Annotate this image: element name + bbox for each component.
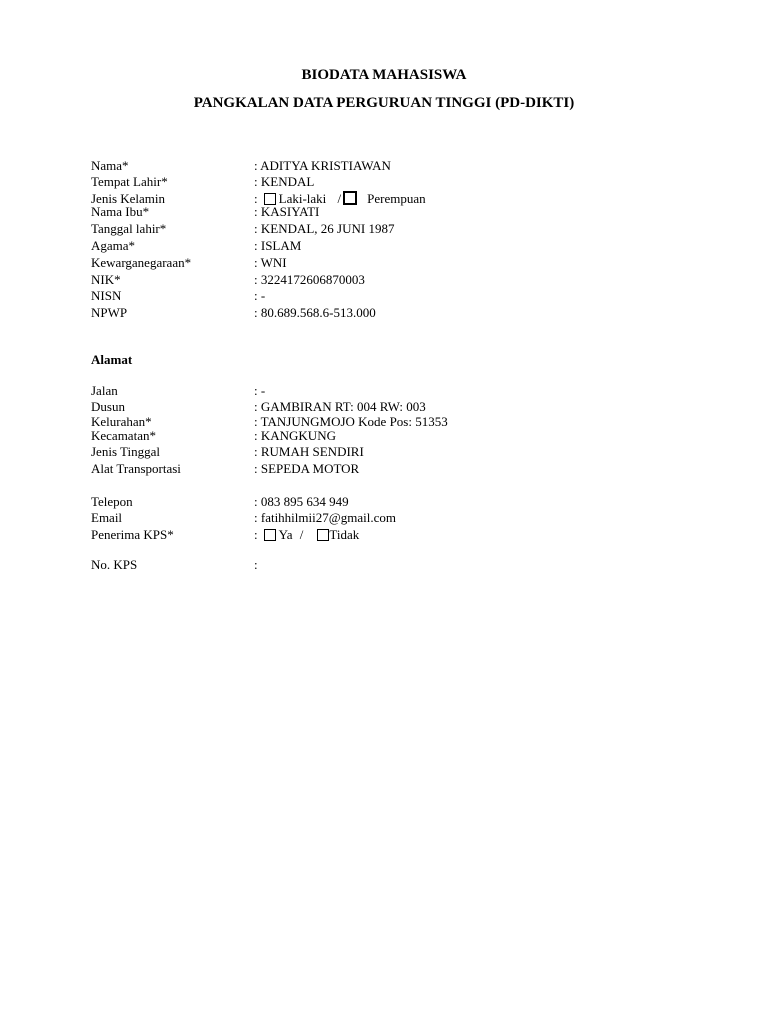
field-value: : -: [254, 383, 266, 398]
field-value: : 3224172606870003: [254, 272, 365, 287]
field-value: : KENDAL: [254, 174, 315, 189]
colon: :: [254, 191, 258, 206]
document-title: BIODATA MAHASISWA: [301, 67, 467, 83]
field-label: Jenis Tinggal: [91, 444, 160, 459]
field-label: NIK*: [91, 272, 121, 287]
field-label: Kewarganegaraan*: [91, 255, 192, 270]
field-value: : KANGKUNG: [254, 428, 336, 443]
field-label: Kelurahan*: [91, 414, 152, 429]
field-value: :: [254, 557, 258, 572]
field-label: Tanggal lahir*: [91, 221, 167, 236]
field-label: Telepon: [91, 494, 133, 509]
option-tidak: Tidak: [329, 527, 360, 542]
field-value: : TANJUNGMOJO Kode Pos: 51353: [254, 414, 448, 429]
field-value: : GAMBIRAN RT: 004 RW: 003: [254, 399, 426, 414]
field-value: : ISLAM: [254, 238, 302, 253]
field-label: Email: [91, 510, 123, 525]
field-label: Nama*: [91, 158, 129, 173]
field-value: : fatihhilmii27@gmail.com: [254, 510, 396, 525]
field-label: Nama Ibu*: [91, 204, 150, 219]
field-label: Penerima KPS*: [91, 527, 174, 542]
field-label: Alat Transportasi: [91, 461, 181, 476]
field-label: NPWP: [91, 305, 128, 320]
field-value: : -: [254, 288, 266, 303]
field-value: : KENDAL, 26 JUNI 1987: [254, 221, 395, 236]
field-value: : 80.689.568.6-513.000: [254, 305, 376, 320]
field-value: : RUMAH SENDIRI: [254, 444, 364, 459]
field-value: : WNI: [254, 255, 287, 270]
document-subtitle: PANGKALAN DATA PERGURUAN TINGGI (PD-DIKTI): [193, 95, 575, 111]
checkbox-tidak[interactable]: [317, 529, 329, 541]
checkbox-ya[interactable]: [264, 529, 276, 541]
field-value: : KASIYATI: [254, 204, 320, 219]
colon: :: [254, 527, 258, 542]
field-label: NISN: [91, 288, 122, 303]
field-label: Dusun: [91, 399, 125, 414]
field-value: : ADITYA KRISTIAWAN: [254, 158, 391, 173]
option-ya: Ya: [278, 527, 293, 542]
field-value: : SEPEDA MOTOR: [254, 461, 360, 476]
checkbox-perempuan[interactable]: [343, 191, 357, 205]
field-label: Jenis Kelamin: [91, 191, 166, 206]
separator: /: [337, 191, 342, 206]
separator: /: [299, 527, 304, 542]
field-label: Kecamatan*: [91, 428, 156, 443]
option-perempuan: Perempuan: [367, 191, 426, 206]
field-label: Tempat Lahir*: [91, 174, 168, 189]
field-label: Agama*: [91, 238, 136, 253]
kps-options: [254, 527, 359, 543]
field-value: : 083 895 634 949: [254, 494, 349, 509]
section-heading-alamat: Alamat: [91, 352, 133, 367]
field-label: No. KPS: [91, 557, 138, 572]
option-laki-laki: Laki-laki: [278, 191, 327, 206]
field-label: Jalan: [91, 383, 118, 398]
